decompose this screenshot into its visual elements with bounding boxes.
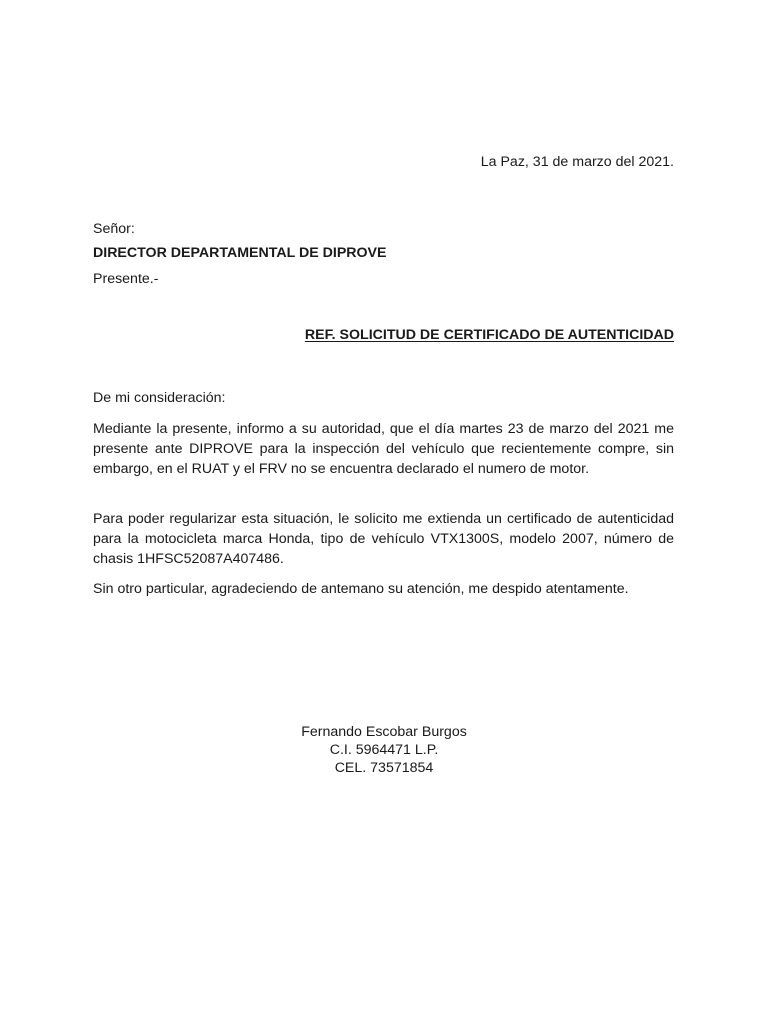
body-paragraph-3: Sin otro particular, agradeciendo de antemano su atención, me despido atentamente. bbox=[93, 581, 629, 597]
letter-date: La Paz, 31 de marzo del 2021. bbox=[480, 154, 674, 170]
signature-block bbox=[0, 723, 768, 777]
body-paragraph-2: Para poder regularizar esta situación, le solicito me extienda un certificado de autenticidad para la motocicleta marca Honda, tipo de vehículo VTX1300S, modelo 2007, número de chasis 1HFSC52087A407486. bbox=[93, 511, 674, 567]
salutation: Señor: bbox=[93, 221, 135, 237]
greeting: De mi consideración: bbox=[93, 390, 226, 406]
signature-id: C.I. 5964471 L.P. bbox=[329, 742, 439, 758]
body-paragraph-1: Mediante la presente, informo a su autoridad, que el día martes 23 de marzo del 2021 me presente ante DIPROVE para la inspección del vehículo que recientemente compre, sin embargo, en el RUAT y el FRV no se encuentra declarado el numero de motor. bbox=[93, 421, 674, 477]
recipient-title: DIRECTOR DEPARTAMENTAL DE DIPROVE bbox=[93, 245, 387, 261]
signature-name: Fernando Escobar Burgos bbox=[301, 724, 467, 740]
signature-phone: CEL. 73571854 bbox=[334, 760, 434, 776]
presente-line: Presente.- bbox=[93, 271, 159, 287]
reference-line: REF. SOLICITUD DE CERTIFICADO DE AUTENTICIDAD bbox=[304, 327, 674, 343]
